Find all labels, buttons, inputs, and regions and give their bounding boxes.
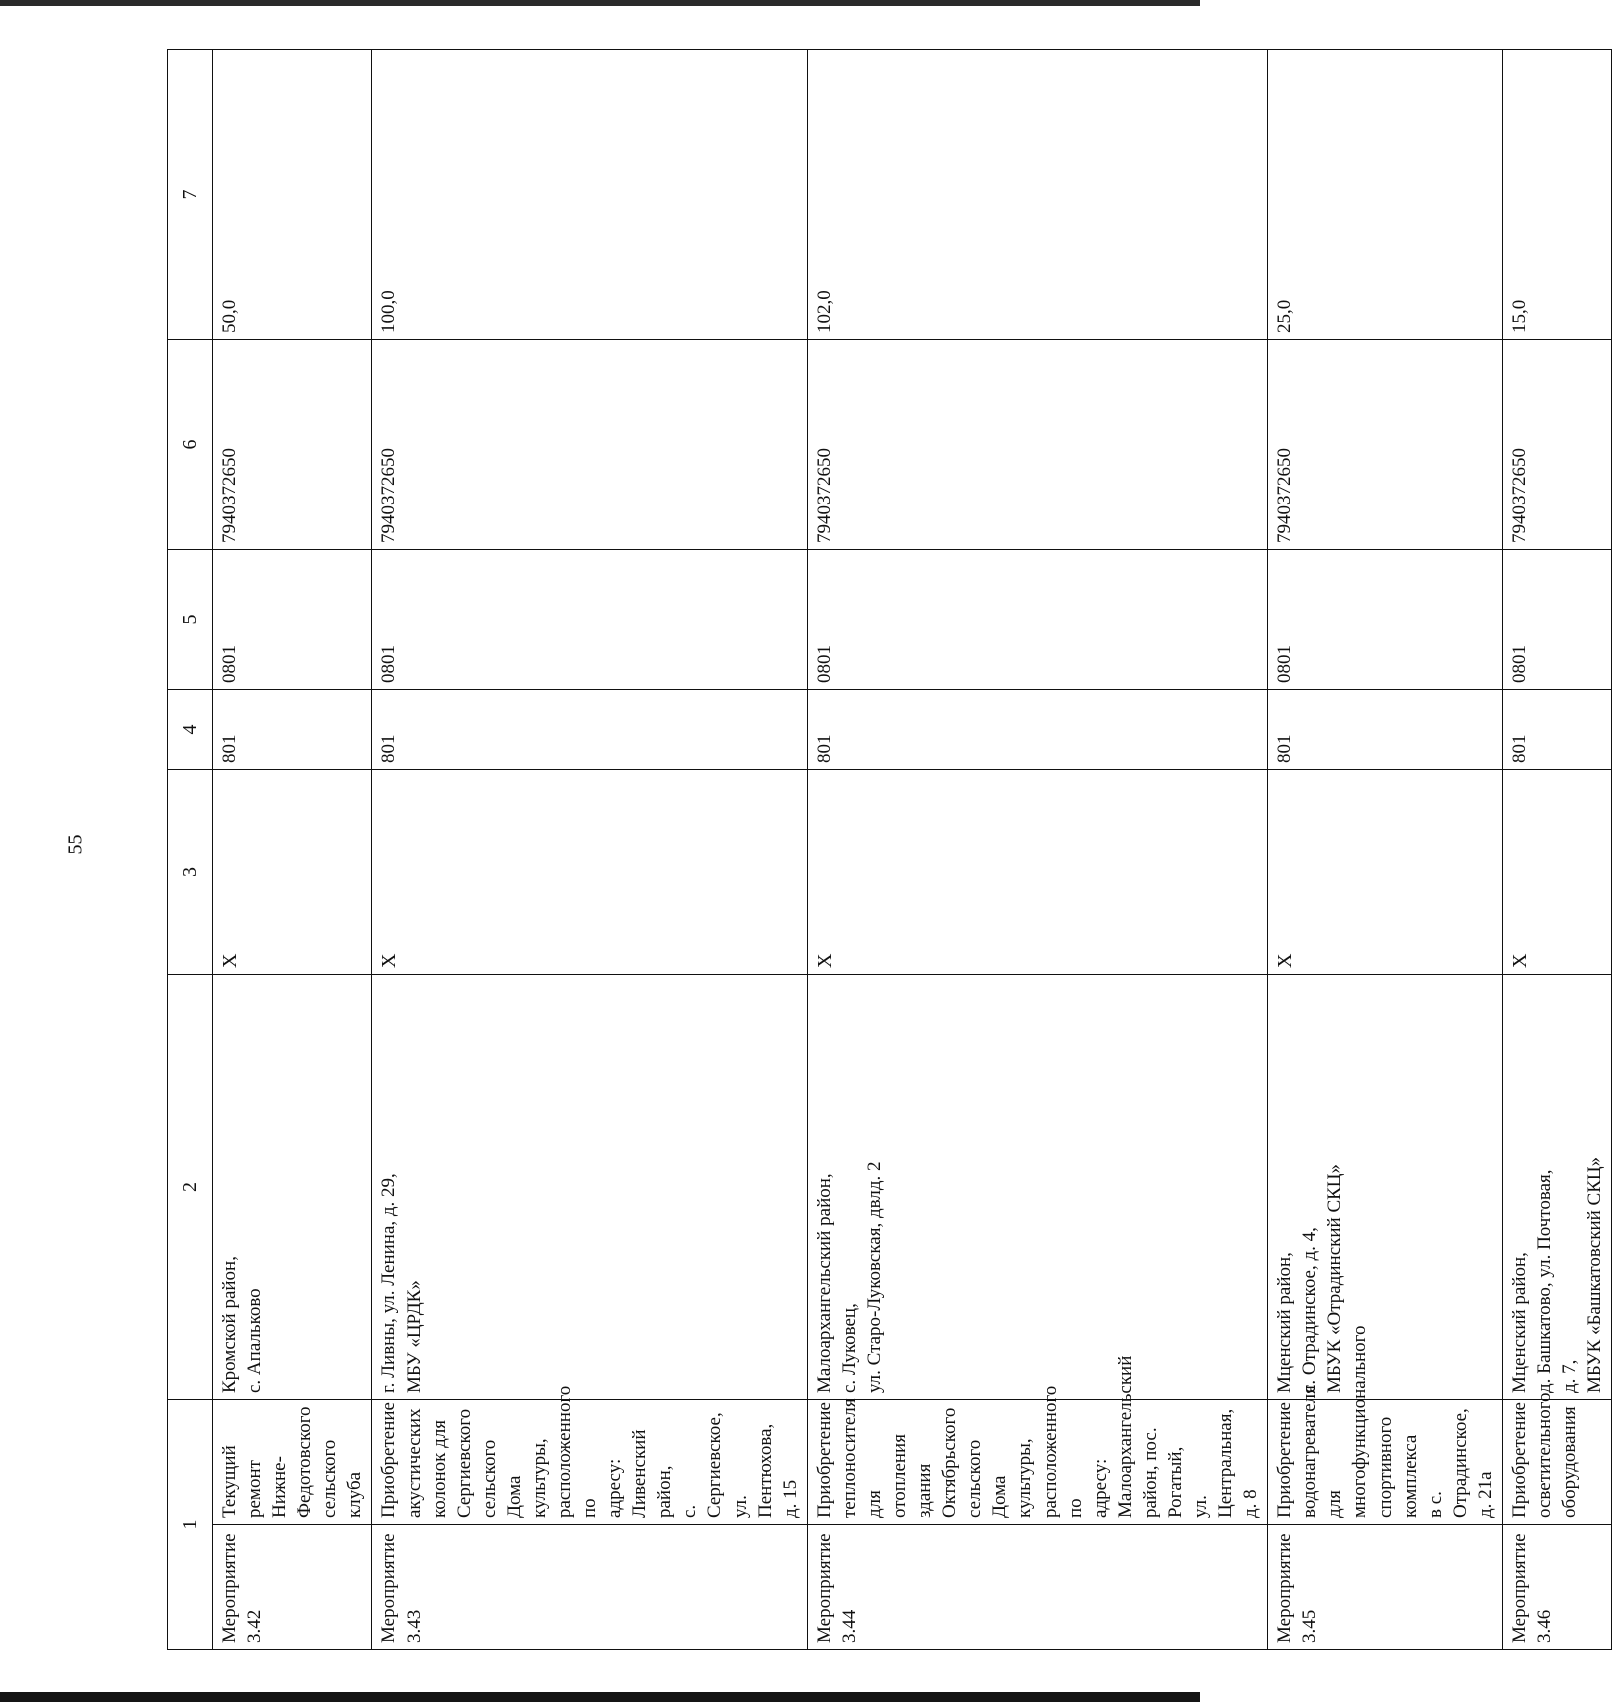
cell-col7: 102,0 [807,50,1267,340]
cell-col5: 0801 [1268,550,1503,690]
cell-col3: Х [807,770,1267,975]
event-description: Приобретение акустических колонок для Сергиевского сельского Дома культуры, расположенного по адресу: Ливенский район, с. Сергиевское, ул. Пентюхова, д. 15 [372,1400,807,1525]
cell-col3: Х [1502,770,1611,975]
header-col-7: 7 [168,50,213,340]
scan-edge-bottom [0,1692,1200,1702]
event-number: Мероприятие 3.42 [213,1525,372,1650]
event-description: Приобретение теплоносителя для отопления здания Октябрьского сельского Дома культуры, расположенного по адресу: Малоархангельский район, пос. Рогатый, ул. Центральная, д. 8 [807,1400,1267,1525]
cell-col4: 801 [1502,690,1611,770]
cell-col6: 7940372650 [372,340,807,550]
cell-col5: 0801 [807,550,1267,690]
header-col-6: 6 [168,340,213,550]
header-col-5: 5 [168,550,213,690]
cell-col4: 801 [1268,690,1503,770]
cell-col5: 0801 [1502,550,1611,690]
cell-col5: 0801 [213,550,372,690]
table-row [372,50,807,1650]
rotated-table-container [167,50,1606,1650]
event-number: Мероприятие 3.46 [1502,1525,1611,1650]
page-number: 55 [64,834,87,855]
cell-col3: Х [372,770,807,975]
event-address: Мценский район, д. Башкатово, ул. Почтовая, д. 7, МБУК «Башкатовский СКЦ» [1502,975,1611,1400]
events-table [167,49,1612,1650]
cell-col3: Х [1268,770,1503,975]
cell-col5: 0801 [372,550,807,690]
table-row [1268,50,1503,1650]
header-col-1: 1 [168,1400,213,1650]
header-row [168,50,213,1650]
cell-col7: 15,0 [1502,50,1611,340]
cell-col4: 801 [372,690,807,770]
event-address: Мценский район, с. Отрадинское, д. 4, МБУК «Отрадинский СКЦ» [1268,975,1503,1400]
cell-col7: 50,0 [213,50,372,340]
event-number: Мероприятие 3.43 [372,1525,807,1650]
header-col-2: 2 [168,975,213,1400]
cell-col6: 7940372650 [1268,340,1503,550]
event-address: Малоархангельский район, с. Луковец, ул. Старо-Луковская, двлд. 2 [807,975,1267,1400]
table-row [807,50,1267,1650]
event-number: Мероприятие 3.44 [807,1525,1267,1650]
cell-col6: 7940372650 [807,340,1267,550]
scan-edge-top [0,0,1200,6]
cell-col7: 100,0 [372,50,807,340]
event-number: Мероприятие 3.45 [1268,1525,1503,1650]
event-address: Кромской район, с. Апальково [213,975,372,1400]
cell-col7: 25,0 [1268,50,1503,340]
event-description: Текущий ремонт Нижне- Федотовского сельского клуба [213,1400,372,1525]
header-col-3: 3 [168,770,213,975]
cell-col6: 7940372650 [213,340,372,550]
event-address: г. Ливны, ул. Ленина, д. 29, МБУ «ЦРДК» [372,975,807,1400]
event-description: Приобретение осветительного оборудования [1502,1400,1611,1525]
cell-col3: Х [213,770,372,975]
cell-col6: 7940372650 [1502,340,1611,550]
header-col-4: 4 [168,690,213,770]
cell-col4: 801 [213,690,372,770]
event-description: Приобретение водонагревателя для многофункционального спортивного комплекса в с. Отрадинское, д. 21а [1268,1400,1503,1525]
table-row [1502,50,1611,1650]
cell-col4: 801 [807,690,1267,770]
table-row [213,50,372,1650]
